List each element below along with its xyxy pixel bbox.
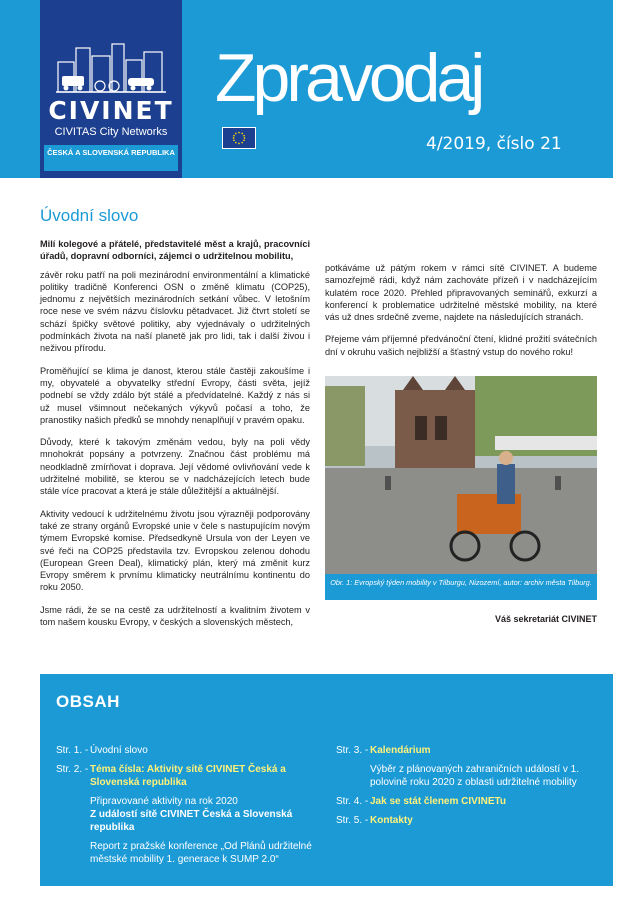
issue-number: 4/2019, číslo 21 <box>426 134 562 154</box>
toc-left-column <box>56 744 326 872</box>
paragraph: Jsme rádi, že se na cestě za udržitelností a kvalitním životem v tom našem kousku Evropy, v českých a slovenských městech, <box>40 604 310 628</box>
toc-subentry[interactable]: Z událostí sítě CIVINET Česká a Slovenská republika <box>90 809 293 833</box>
toc-entry-title[interactable]: Téma čísla: Aktivity sítě CIVINET Česká a Slovenská republika <box>90 764 286 788</box>
article-photo <box>325 376 597 574</box>
logo-subtitle: CIVITAS City Networks <box>54 126 168 138</box>
masthead <box>0 0 639 178</box>
toc-page-number: Str. 1. - <box>56 745 89 756</box>
paragraph: Proměňující se klima je danost, kterou stále častěji zakoušíme i my, obyvatelé a obyvatelky střední Evropy, části světa, jejíž podnebí se vždy zdálo být stálé a předvídatelné. Každý z nás si už musel všimnout nečekaných výkyvů počasí a toho, že pranostiky našich předků se mnohdy nenaplňují v pravém opaku. <box>40 365 310 425</box>
toc-title: OBSAH <box>56 692 120 711</box>
civinet-logo <box>40 0 182 178</box>
logo-wordmark: CIVINET <box>48 96 174 125</box>
toc-entry[interactable] <box>56 763 326 866</box>
paragraph: Přejeme vám příjemné předvánoční čtení, klidné prožití svátečních dní v okruhu vašich nejbližší a šťastný vstup do nového roku! <box>325 334 597 357</box>
paragraph: závěr roku patří na poli mezinárodní environmentální a klimatické politiky tradičně Konferenci OSN o změně klimatu (COP25), jednomu z největších mezinárodních setkání vůbec. V letošním roce nese ve svém názvu číslovku pětadvacet. Již čtvrt století se schází špičky světové politiky, aby vyjednávaly o udržitelných podmínkách života na naší planetě jak pro lidi, tak i další živou i neživou přírodu. <box>40 269 310 354</box>
toc-page-number: Str. 3. - <box>336 745 369 756</box>
intro-left-column <box>40 238 310 638</box>
newsletter-title: Zpravodaj <box>215 40 482 116</box>
photo-caption: Obr. 1: Evropský týden mobility v Tilburgu, Nizozemí, autor: archiv města Tilburg. <box>325 574 597 600</box>
signature: Váš sekretariát CIVINET <box>494 614 597 624</box>
toc-entry[interactable] <box>56 744 326 757</box>
toc-subentry[interactable]: Report z pražské konference „Od Plánů udržitelné městské mobility 1. generace k SUMP 2.0“ <box>90 841 312 865</box>
toc-entry-title[interactable]: Kalendárium <box>370 745 431 756</box>
region-badge: ČESKÁ A SLOVENSKÁ REPUBLIKA <box>44 145 178 171</box>
table-of-contents <box>40 674 613 886</box>
toc-entry[interactable] <box>336 814 606 827</box>
toc-entry[interactable] <box>336 795 606 808</box>
toc-subentry[interactable]: Výběr z plánovaných zahraničních událostí v 1. polovině roku 2020 z oblasti udržitelné mobility <box>370 764 580 788</box>
paragraph: Aktivity vedoucí k udržitelnému životu jsou výrazněji podporovány také ze strany orgánů Evropské unie v čele s nastupujícím novým týmem Evropské komise. Předsedkyně Ursula von der Leyen ve své řeči na COP25 představila tzv. Evropskou zelenou dohodu (European Green Deal), klimatický plán, který má změnit kurz Evropy směrem k prvnímu klimaticky neutrálnímu kontinentu do roku 2050. <box>40 508 310 593</box>
eu-flag-icon <box>222 127 256 149</box>
toc-page-number: Str. 4. - <box>336 796 369 807</box>
toc-right-column <box>336 744 606 833</box>
toc-subentry[interactable]: Připravované aktivity na rok 2020 <box>90 796 238 807</box>
toc-entry[interactable] <box>336 744 606 789</box>
toc-entry-title[interactable]: Jak se stát členem CIVINETu <box>370 796 506 807</box>
section-title: Úvodní slovo <box>40 206 139 225</box>
intro-right-column <box>325 262 597 368</box>
toc-entry-title[interactable]: Úvodní slovo <box>90 745 148 756</box>
city-skyline-icon <box>56 42 166 94</box>
salutation: Milí kolegové a přátelé, představitelé měst a krajů, pracovníci úřadů, dopravní odborníci, zájemci o udržitelnou mobilitu, <box>40 239 310 262</box>
paragraph: potkáváme už pátým rokem v rámci sítě CIVINET. A budeme samozřejmě rádi, když nám zachováte přízeň i v nadcházejícím kulatém roce 2020. Přehled připravovaných seminářů, exkurzí a konferencí k problematice udržitelné městské mobility, na které vás už dnes srdečně zveme, najdete na následujících stranách. <box>325 263 597 323</box>
toc-page-number: Str. 5. - <box>336 815 369 826</box>
toc-entry-title[interactable]: Kontakty <box>370 815 413 826</box>
toc-page-number: Str. 2. - <box>56 764 89 775</box>
paragraph: Důvody, které k takovým změnám vedou, byly na poli vědy mnohokrát popsány a potvrzeny. Značnou část problému má neodkladně zmírňovat i doprava. Její vědomé ovlivňování vede k udržitelné mobilitě, se kterou se v nadcházejících letech bude stále více pracovat a která je stále důležitější a aktuálnější. <box>40 437 310 497</box>
